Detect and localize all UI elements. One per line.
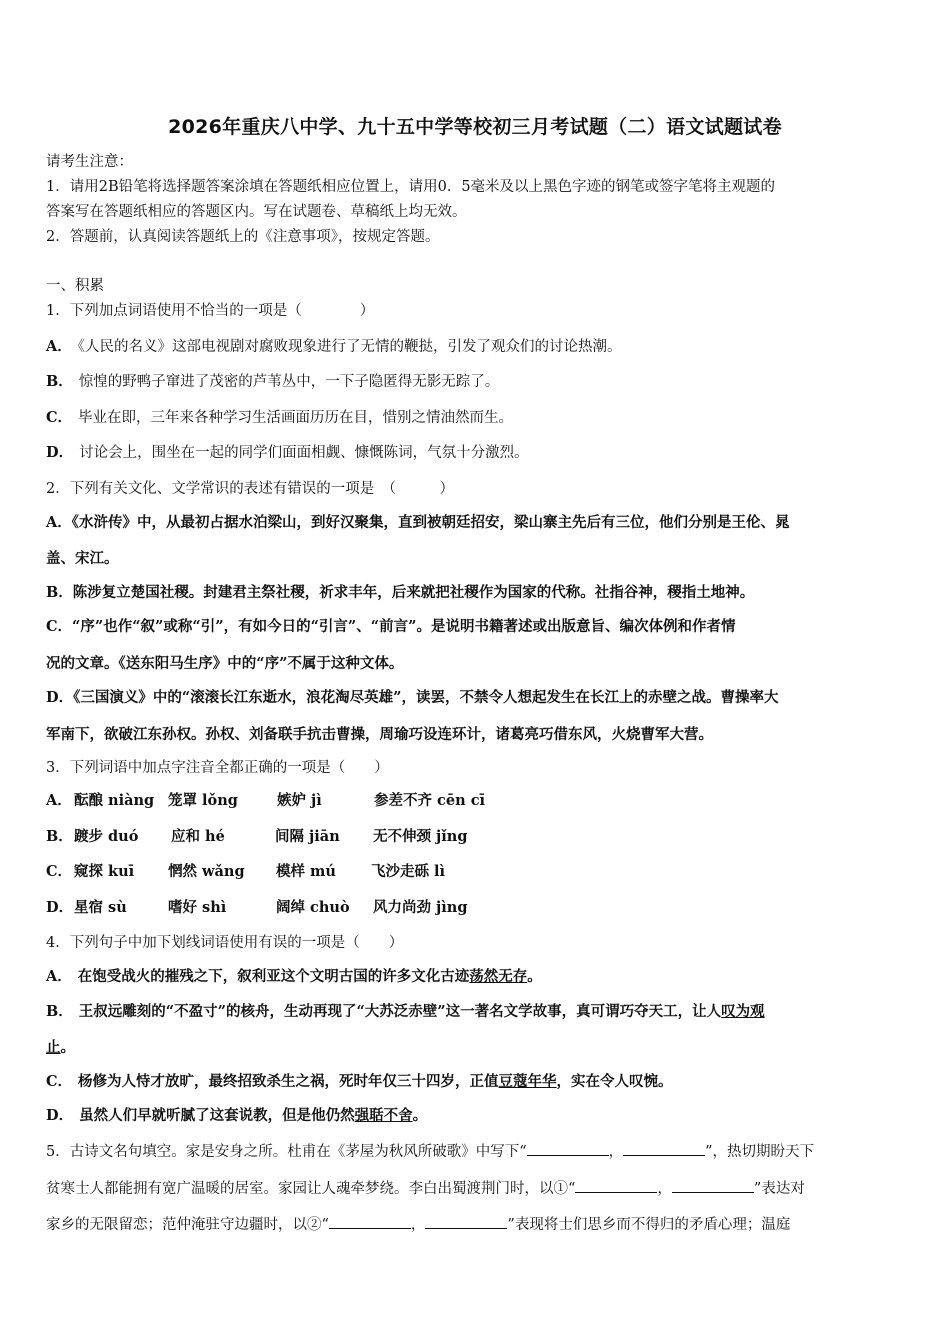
q5-text: 贫寒士人都能拥有宽广温暖的居室。家园让人魂牵梦绕。李白出蜀渡荆门时，以①“ bbox=[46, 1181, 576, 1197]
notice-item-1-cont: 答案写在答题纸相应的答题区内。写在试题卷、草稿纸上均无效。 bbox=[46, 204, 467, 220]
q5-line-1 bbox=[46, 1141, 814, 1162]
q2-option-a-cont: 盖、宋江。 bbox=[46, 550, 119, 567]
option-mark: D． bbox=[46, 899, 74, 916]
q2-option-c-cont: 况的文章。《送东阳马生序》中的“序”不属于这种文体。 bbox=[46, 655, 404, 672]
underlined-phrase: 止 bbox=[46, 1039, 61, 1056]
word-2: 惘然 wǎng bbox=[168, 863, 245, 880]
q1-option-d bbox=[46, 443, 529, 463]
option-text: 讨论会上，围坐在一起的同学们面面相觑、慷慨陈词，气氛十分激烈。 bbox=[79, 445, 529, 461]
word-1: 踱步 duó bbox=[74, 828, 139, 845]
q2-option-a: A．《水浒传》中，从最初占据水泊梁山，到好汉聚集，直到被朝廷招安，梁山寨主先后有三位，他们分别是王伦、晁 bbox=[46, 514, 790, 531]
option-mark: A． bbox=[46, 792, 72, 809]
answer-blank[interactable] bbox=[575, 1178, 657, 1193]
word-2: 应和 hé bbox=[171, 828, 225, 845]
option-text-end: 。 bbox=[60, 1039, 75, 1056]
q5-comma: ， bbox=[608, 1144, 624, 1160]
q3-option-d bbox=[46, 898, 468, 918]
word-3: 间隔 jiān bbox=[275, 828, 340, 845]
q4-option-b-cont bbox=[46, 1038, 75, 1058]
q2-option-d-cont: 军南下，欲破江东孙权。孙权、刘备联手抗击曹操，周瑜巧设连环计，诸葛亮巧借东风，火烧曹军大营。 bbox=[46, 726, 713, 743]
option-text-end: 。 bbox=[412, 1107, 428, 1124]
word-1: 窥探 kuī bbox=[74, 863, 135, 880]
q3-option-c bbox=[46, 862, 446, 882]
underlined-phrase: 荡然无存 bbox=[469, 968, 528, 985]
option-text: 在饱受战火的摧残之下，叙利亚这个文明古国的许多文化古迹 bbox=[77, 968, 470, 985]
word-3: 阔绰 chuò bbox=[276, 899, 350, 916]
underlined-phrase: 豆蔻年华 bbox=[498, 1073, 557, 1090]
q5-comma: ， bbox=[410, 1217, 426, 1233]
word-2: 嗜好 shì bbox=[168, 899, 227, 916]
answer-blank[interactable] bbox=[425, 1214, 507, 1229]
option-text: 王叔远雕刻的“不盈寸”的核舟，生动再现了“大苏泛赤壁”这一著名文学故事，真可谓巧夺天工，让人 bbox=[78, 1003, 722, 1020]
q4-option-b bbox=[46, 1002, 765, 1022]
option-text: 杨修为人恃才放旷，最终招致杀生之祸，死时年仅三十四岁，正值 bbox=[78, 1073, 499, 1090]
word-4: 参差不齐 cēn cī bbox=[374, 792, 486, 809]
q5-text: ”表现将士们思乡而不得归的矛盾心理；温庭 bbox=[507, 1217, 791, 1233]
q2-option-d: D．《三国演义》中的“滚滚长江东逝水，浪花淘尽英雄”，读罢，不禁令人想起发生在长江上的赤壁之战。曹操率大 bbox=[46, 689, 779, 706]
option-text-end: ，实在令人叹惋。 bbox=[556, 1073, 673, 1090]
option-mark: D． bbox=[46, 444, 74, 461]
word-1: 酝酿 niàng bbox=[74, 792, 155, 809]
q1-stem: 1．下列加点词语使用不恰当的一项是（ ） bbox=[46, 303, 375, 319]
option-text: 虽然人们早就听腻了这套说教，但是他仍然 bbox=[79, 1107, 355, 1124]
option-mark: B． bbox=[46, 828, 73, 845]
q4-stem: 4．下列句子中加下划线词语使用有误的一项是（ ） bbox=[46, 935, 404, 951]
option-mark: B． bbox=[46, 1003, 73, 1020]
answer-blank[interactable] bbox=[329, 1214, 411, 1229]
q5-line-2 bbox=[46, 1178, 805, 1199]
q5-text: ”，热切期盼天下 bbox=[705, 1144, 815, 1160]
q4-option-c bbox=[46, 1072, 673, 1092]
q4-option-d bbox=[46, 1106, 427, 1126]
option-text: 《人民的名义》这部电视剧对腐败现象进行了无情的鞭挞，引发了观众们的讨论热潮。 bbox=[77, 339, 622, 355]
answer-blank[interactable] bbox=[672, 1178, 754, 1193]
q5-text: 家乡的无限留恋；范仲淹驻守边疆时，以②“ bbox=[46, 1217, 329, 1233]
q3-stem: 3．下列词语中加点字注音全都正确的一项是（ ） bbox=[46, 760, 389, 776]
notice-item-1: 1．请用2B铅笔将选择题答案涂填在答题纸相应位置上，请用0．5毫米及以上黑色字迹的钢笔或签字笔将主观题的 bbox=[46, 179, 776, 195]
q5-comma: ， bbox=[657, 1181, 672, 1197]
option-mark: D． bbox=[46, 1107, 74, 1124]
word-3: 嫉妒 jì bbox=[277, 792, 322, 809]
option-mark: C． bbox=[46, 409, 73, 426]
word-4: 风力尚劲 jìng bbox=[373, 899, 468, 916]
notice-heading: 请考生注意： bbox=[46, 154, 133, 170]
underlined-phrase: 叹为观 bbox=[721, 1003, 765, 1020]
option-text: 惊惶的野鸭子窜进了茂密的芦苇丛中，一下子隐匿得无影无踪了。 bbox=[78, 374, 500, 390]
q2-stem: 2．下列有关文化、文学常识的表述有错误的一项是 （ ） bbox=[46, 481, 454, 497]
q3-option-a bbox=[46, 791, 486, 811]
option-mark: A． bbox=[46, 338, 72, 355]
word-4: 飞沙走砾 lì bbox=[371, 863, 446, 880]
notice-item-2: 2．答题前，认真阅读答题纸上的《注意事项》，按规定答题。 bbox=[46, 229, 440, 245]
underlined-phrase: 强聒不舍 bbox=[354, 1107, 413, 1124]
answer-blank[interactable] bbox=[623, 1141, 705, 1156]
q2-option-c: C．“序”也作“叙”或称“引”，有如今日的“引言”、“前言”。是说明书籍著述或出版意旨、编次体例和作者情 bbox=[46, 618, 736, 635]
q4-option-a bbox=[46, 967, 542, 987]
option-text-end: 。 bbox=[527, 968, 542, 985]
q5-text: 5．古诗文名句填空。家是安身之所。杜甫在《茅屋为秋风所破歌》中写下“ bbox=[46, 1144, 527, 1160]
page-title: 2026年重庆八中学、九十五中学等校初三月考试题（二）语文试题试卷 bbox=[168, 116, 782, 138]
q2-option-b: B．陈涉复立楚国社稷。封建君主祭社稷，祈求丰年，后来就把社稷作为国家的代称。社指谷神，稷指土地神。 bbox=[46, 584, 755, 601]
answer-blank[interactable] bbox=[527, 1141, 609, 1156]
word-4: 无不伸颈 jǐng bbox=[373, 828, 468, 845]
q1-option-a bbox=[46, 337, 622, 357]
option-mark: C． bbox=[46, 1073, 73, 1090]
option-mark: C． bbox=[46, 863, 73, 880]
q5-text: ”表达对 bbox=[753, 1181, 805, 1197]
option-text: 毕业在即，三年来各种学习生活画面历历在目，惜别之情油然而生。 bbox=[78, 410, 514, 426]
word-1: 星宿 sù bbox=[74, 899, 127, 916]
q5-line-3 bbox=[46, 1214, 790, 1235]
option-mark: A． bbox=[46, 968, 72, 985]
option-mark: B． bbox=[46, 373, 73, 390]
section-heading: 一、积累 bbox=[46, 278, 104, 294]
q1-option-c bbox=[46, 408, 513, 428]
q3-option-b bbox=[46, 827, 468, 847]
q1-option-b bbox=[46, 372, 499, 392]
word-2: 笼罩 lǒng bbox=[168, 792, 238, 809]
word-3: 模样 mú bbox=[276, 863, 336, 880]
